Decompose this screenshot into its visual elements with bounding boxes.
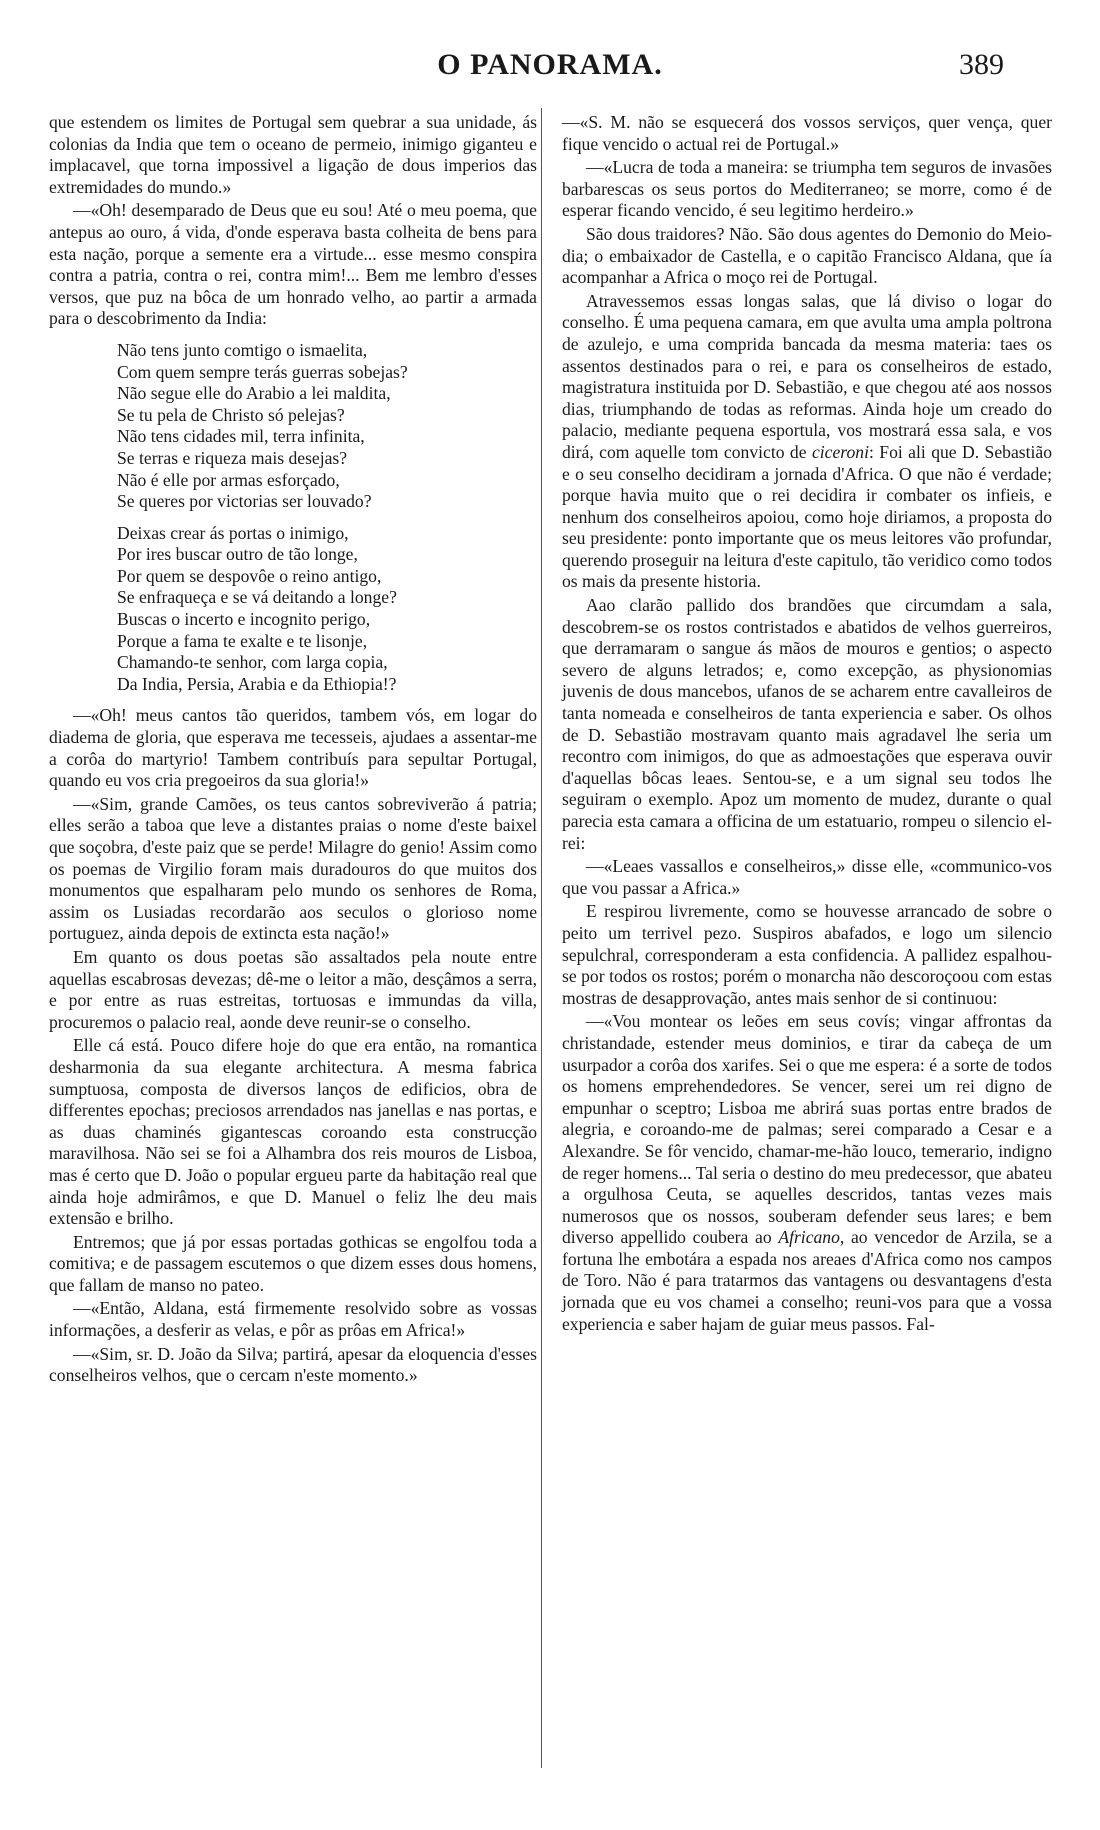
left-column <box>49 112 537 1387</box>
column-divider <box>541 108 542 1768</box>
italic-word: ciceroni <box>811 441 869 462</box>
verse-line: Da India, Persia, Arabia e da Ethiopia!? <box>117 673 397 694</box>
paragraph-text: ao clarão pallido dos brandões que circumdam a sala, descobrem-se os rostos contristados e abatidos de velhos guerreiros, que derramaram o sangue ás mãos de mouros e gentios; o aspecto severo de alguns letrados; e, como excepção, as physionomias juvenis de dous mancebos, ufanos de se acharem entre cavalleiros de tanta nomeada e conselheiros de tanta experiencia e saber. Os olhos de D. Sebastião mostravam quanto mais agradavel lhe seria um recontro com inimigos, do que as admoestações que esperava ouvir d'aquellas bôcas leaes. Sentou-se, e a um signal seu todos lhe seguiram o exemplo. Apoz um momento de mudez, durante o qual parecia esta camara a officina de um estatuario, rompeu o silencio el-rei: <box>562 595 1052 853</box>
page-header <box>0 48 1100 92</box>
page-number: 389 <box>959 48 1004 81</box>
paragraph: Entremos; que já por essas portadas gothicas se engolfou toda a comitiva; e de passagem escutemos o que dizem esses dous homens, que fallam de manso no pateo. <box>49 1231 537 1295</box>
verse-line: Não é elle por armas esforçado, <box>117 469 340 490</box>
poem-stanza <box>117 523 537 696</box>
page-title: O PANORAMA. <box>437 48 663 81</box>
verse-line: Deixas crear ás portas o inimigo, <box>117 522 349 543</box>
paragraph: —«S. M. não se esquecerá dos vossos serviços, quer vença, quer fique vencido o actual rei de Portugal.» <box>562 112 1052 154</box>
right-column <box>562 112 1052 1335</box>
paragraph: —«Sim, grande Camões, os teus cantos sobreviverão á patria; elles serão a taboa que leve a distantes praias o nome d'este baixel que soçobra, d'este paiz que se perde! Milagre do genio! Assim como os poemas de Virgilio foram mais duradouros do que muitos dos monumentos que espalharam pelo mundo os senhores de Roma, assim os Lusiadas recordarão aos seculos o glorioso nome portuguez, ainda depois de extincta esta nação!» <box>49 793 537 944</box>
verse-line: Se tu pela de Christo só pelejas? <box>117 404 345 425</box>
verse-line: Não tens junto comtigo o ismaelita, <box>117 339 368 360</box>
paragraph: E respirou livremente, como se houvesse arrancado de sobre o peito um terrivel pezo. Suspiros abafados, e logo um silencio sepulchral, corresponderam a esta confidencia. A pallidez espalhou-se por todos os rostos; porém o monarcha não descoroçoou com estas mostras de desapprovação, antes mais senhor de si continuou: <box>562 901 1052 1008</box>
paragraph <box>562 1011 1052 1335</box>
paragraph: —«Lucra de toda a maneira: se triumpha tem seguros de invasões barbarescas os seus portos do Mediterraneo; se morre, como é de esperar ficando vencido, é seu legitimo herdeiro.» <box>562 157 1052 221</box>
verse-line: Chamando-te senhor, com larga copia, <box>117 652 388 673</box>
paragraph: —«Sim, sr. D. João da Silva; partirá, apesar da eloquencia d'esses conselheiros velhos, que o cercam n'este momento.» <box>49 1343 537 1386</box>
verse-line: Por quem se despovôe o reino antigo, <box>117 565 382 586</box>
paragraph-text: : Foi ali que D. Sebastião e o seu conselho decidiram a jornada d'Africa. O que não é verdade; porque havia muito que o rei decidira ir combater os infieis, e nenhum dos conselheiros apoiou, como hoje diriamos, a proposta do seu presidente: ponto importante que os meus leitores vão profundar, querendo proseguir na leitura d'este capitulo, tão veridico como todos os mais da presente historia. <box>562 441 1052 592</box>
verse-line: Por ires buscar outro de tão longe, <box>117 544 358 565</box>
verse-line: Porque a fama te exalte e te lisonje, <box>117 630 368 651</box>
paragraph-text: , ao vencedor de Arzila, se a fortuna lhe embotára a espada nos areaes d'Africa como nos campos de Toro. Não é para tratarmos das vantagens ou desvantagens d'esta jornada que eu vos chamei a conselho; reuni-vos para que a vossa experiencia e saber hajam de guiar meus passos. Fal- <box>562 1227 1053 1334</box>
verse-line: Buscas o incerto e incognito perigo, <box>117 609 371 630</box>
verse-line: Com quem sempre terás guerras sobejas? <box>117 361 408 382</box>
poem-stanza <box>117 340 537 513</box>
paragraph: —«Oh! meus cantos tão queridos, tambem vós, em logar do diadema de gloria, que esperava me tecesseis, ajudaes a assentar-me a corôa do martyrio! Tambem contribuís para sepultar Portugal, quando eu vos cria pregoeiros da sua gloria!» <box>49 705 537 791</box>
paragraph: São dous traidores? Não. São dous agentes do Demonio do Meio-dia; o embaixador de Castella, e o capitão Francisco Aldana, que ía acompanhar a Africa o moço rei de Portugal. <box>562 223 1052 288</box>
paragraph-initial: A <box>586 595 599 616</box>
italic-word: Africano <box>778 1227 840 1248</box>
paragraph: —«Então, Aldana, está firmemente resolvido sobre as vossas informações, a desferir as velas, e pôr as prôas em Africa!» <box>49 1298 537 1341</box>
paragraph: —«Oh! desemparado de Deus que eu sou! Até o meu poema, que antepus ao ouro, á vida, d'onde esperava basta colheita de bens para esta nação, porque a semente era a virtude... esse mesmo conspira contra a patria, contra o rei, contra mim!... Bem me lembro d'esses versos, que puz na bôca de um honrado velho, ao partir a armada para o descobrimento da India: <box>49 200 537 329</box>
verse-line: Se enfraqueça e se vá deitando a longe? <box>117 587 397 608</box>
verse-line: Se queres por victorias ser louvado? <box>117 491 372 512</box>
paragraph: Em quanto os dous poetas são assaltados pela noute entre aquellas escabrosas devezas; dê-me o leitor a mão, desçâmos a serra, e por entre as ruas estreitas, tortuosas e immundas da villa, procuremos o palacio real, aonde deve reunir-se o conselho. <box>49 946 537 1032</box>
verse-line: Se terras e riqueza mais desejas? <box>117 447 348 468</box>
paragraph-text: Atravessemos essas longas salas, que lá diviso o logar do conselho. É uma pequena camara, em que avulta uma ampla poltrona de azulejo, e uma comprida bancada da mesma materia: taes os assentos destinados para o rei, e para os conselheiros de estado, magistratura instituida por D. Sebastião, e que chegou até aos nossos dias, triumphando de todas as reformas. Ainda hoje um creado do palacio, mediante pequena esportula, vos mostrará essa sala, e vos dirá, com aquelle tom convicto de <box>562 290 1052 462</box>
verse-line: Não segue elle do Arabio a lei maldita, <box>117 383 391 404</box>
paragraph: que estendem os limites de Portugal sem quebrar a sua unidade, ás colonias da India que tem o oceano de permeio, inimigo giganteu e implacavel, que torna impossivel a ligação de dous imperios das extremidades do mundo.» <box>49 112 537 197</box>
paragraph <box>562 291 1052 593</box>
paragraph <box>562 595 1052 854</box>
paragraph: —«Leaes vassallos e conselheiros,» disse elle, «communico-vos que vou passar a Africa.» <box>562 856 1052 898</box>
paragraph-text: —«Vou montear os leões em seus covís; vingar affrontas da christandade, estender meus dominios, e tirar da cabeça de um usurpador a corôa dos xarifes. Sei o que me espera: é a sorte de todos os homens emprehendedores. Se vencer, serei um rei digno de empunhar o sceptro; Lisboa me abrirá suas portas entre brados de alegria, e coroando-me de palmas; serei comparado a Cesar e a Alexandre. Se fôr vencido, chamar-me-hão louco, temerario, indigno de reger homens... Tal seria o destino do meu predecessor, que abateu a orgulhosa Ceuta, se aquelles descridos, tantas vezes mais numerosos que os nossos, souberam defender seus lares; e bem diverso appellido coubera ao <box>562 1011 1052 1248</box>
paragraph: Elle cá está. Pouco difere hoje do que era então, na romantica desharmonia da sua elegante architectura. A mesma fabrica sumptuosa, composta de diversos lanços de edificios, obra de differentes epochas; preciosos arrendados nas janellas e nas portas, e as duas chaminés gigantescas coroando esta construcção maravilhosa. Não sei se foi a Alhambra dos reis mouros de Lisboa, mas é certo que D. João o popular ergueu parte da habitação real que ainda hoje admirâmos, e que D. Manuel o feliz lhe deu mais extensão e brilho. <box>49 1035 537 1229</box>
verse-line: Não tens cidades mil, terra infinita, <box>117 426 365 447</box>
